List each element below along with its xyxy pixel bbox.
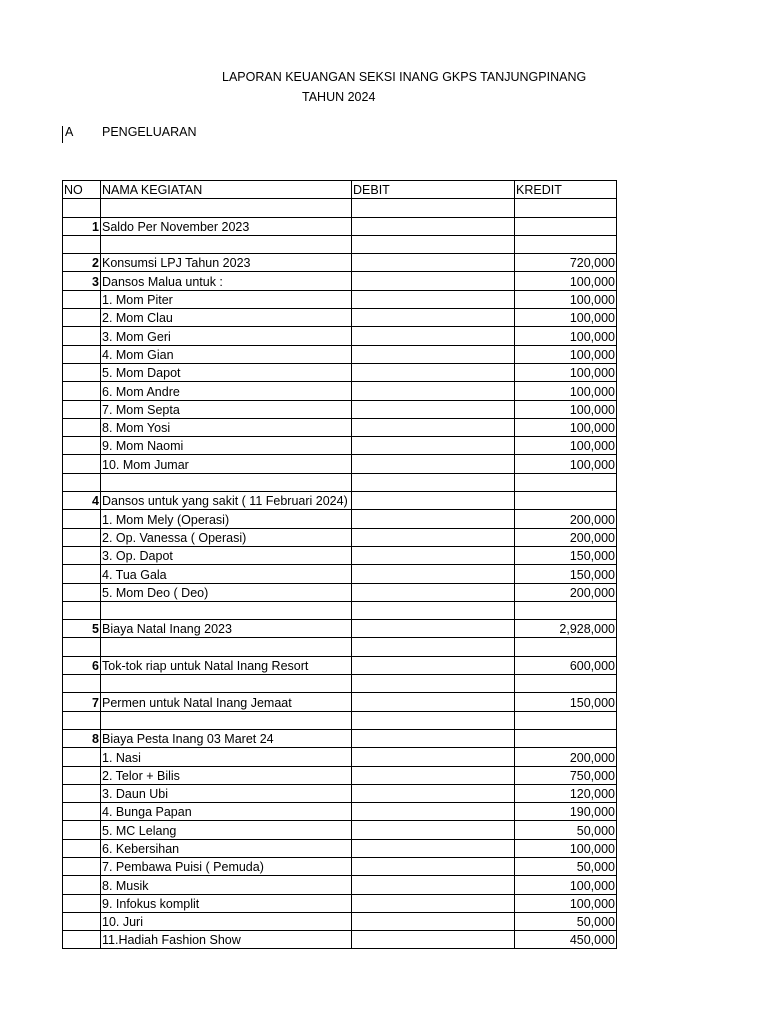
table-row: [63, 912, 617, 930]
table-row: [63, 748, 617, 766]
cell-no[interactable]: [63, 473, 101, 491]
table-row: [63, 693, 617, 711]
cell-kredit[interactable]: 100,000: [515, 418, 617, 436]
report-year: TAHUN 2024: [302, 90, 376, 104]
cell-no[interactable]: [63, 199, 101, 217]
cell-no[interactable]: [63, 455, 101, 473]
cell-no[interactable]: [63, 711, 101, 729]
cell-debit[interactable]: [352, 803, 515, 821]
cell-kredit[interactable]: 100,000: [515, 327, 617, 345]
table-row: [63, 528, 617, 546]
table-row: [63, 839, 617, 857]
table-row: [63, 656, 617, 674]
cell-kredit[interactable]: 200,000: [515, 748, 617, 766]
cell-no[interactable]: [63, 528, 101, 546]
cell-no[interactable]: 7: [63, 693, 101, 711]
cell-debit[interactable]: [352, 839, 515, 857]
cell-kredit[interactable]: 100,000: [515, 894, 617, 912]
cell-kredit[interactable]: 100,000: [515, 309, 617, 327]
cell-no[interactable]: [63, 418, 101, 436]
table-row: [63, 327, 617, 345]
section-letter: A: [65, 125, 74, 139]
table-row: [63, 510, 617, 528]
table-row: [63, 400, 617, 418]
cell-no[interactable]: 4: [63, 492, 101, 510]
header-debit[interactable]: DEBIT: [352, 181, 515, 199]
cell-kredit[interactable]: 200,000: [515, 583, 617, 601]
cell-debit[interactable]: [352, 418, 515, 436]
cell-kredit[interactable]: 190,000: [515, 803, 617, 821]
cell-name[interactable]: [101, 675, 352, 693]
cell-kredit[interactable]: 100,000: [515, 839, 617, 857]
cell-no[interactable]: [63, 400, 101, 418]
cell-debit[interactable]: [352, 400, 515, 418]
cell-name[interactable]: Tok-tok riap untuk Natal Inang Resort: [101, 656, 352, 674]
cell-kredit[interactable]: 100,000: [515, 363, 617, 381]
cell-no[interactable]: [63, 803, 101, 821]
cell-no[interactable]: 8: [63, 729, 101, 747]
cell-kredit[interactable]: 100,000: [515, 437, 617, 455]
cell-no[interactable]: [63, 931, 101, 949]
table-row: [63, 309, 617, 327]
cell-name[interactable]: 3. Mom Geri: [101, 327, 352, 345]
cell-no[interactable]: [63, 766, 101, 784]
table-row: [63, 821, 617, 839]
cell-name[interactable]: Dansos Malua untuk :: [101, 272, 352, 290]
cell-kredit[interactable]: 100,000: [515, 345, 617, 363]
cell-debit[interactable]: [352, 748, 515, 766]
cell-kredit[interactable]: 450,000: [515, 931, 617, 949]
cell-debit[interactable]: [352, 290, 515, 308]
text-cursor: [62, 126, 63, 143]
cell-kredit[interactable]: 200,000: [515, 528, 617, 546]
cell-kredit[interactable]: [515, 675, 617, 693]
table-row: [63, 217, 617, 235]
cell-debit[interactable]: [352, 912, 515, 930]
cell-name[interactable]: 8. Mom Yosi: [101, 418, 352, 436]
cell-name[interactable]: 2. Telor + Bilis: [101, 766, 352, 784]
cell-no[interactable]: 5: [63, 620, 101, 638]
cell-name[interactable]: [101, 638, 352, 656]
cell-kredit[interactable]: 150,000: [515, 565, 617, 583]
cell-no[interactable]: [63, 894, 101, 912]
cell-name[interactable]: 4. Tua Gala: [101, 565, 352, 583]
cell-kredit[interactable]: 100,000: [515, 290, 617, 308]
cell-no[interactable]: [63, 510, 101, 528]
cell-no[interactable]: [63, 290, 101, 308]
cell-debit[interactable]: [352, 492, 515, 510]
cell-kredit[interactable]: 100,000: [515, 876, 617, 894]
cell-no[interactable]: [63, 583, 101, 601]
header-no[interactable]: NO: [63, 181, 101, 199]
cell-no[interactable]: [63, 857, 101, 875]
cell-name[interactable]: 2. Op. Vanessa ( Operasi): [101, 528, 352, 546]
table-row: [63, 638, 617, 656]
table-row: [63, 876, 617, 894]
cell-kredit[interactable]: 100,000: [515, 400, 617, 418]
table-row: [63, 455, 617, 473]
cell-kredit[interactable]: 2,928,000: [515, 620, 617, 638]
cell-name[interactable]: 3. Op. Dapot: [101, 546, 352, 564]
cell-no[interactable]: [63, 821, 101, 839]
header-name[interactable]: NAMA KEGIATAN: [101, 181, 352, 199]
cell-debit[interactable]: [352, 638, 515, 656]
ledger-table: [62, 180, 617, 949]
table-row: [63, 729, 617, 747]
table-row: [63, 857, 617, 875]
cell-no[interactable]: 6: [63, 656, 101, 674]
cell-debit[interactable]: [352, 711, 515, 729]
cell-debit[interactable]: [352, 784, 515, 802]
cell-debit[interactable]: [352, 821, 515, 839]
table-row: [63, 620, 617, 638]
cell-no[interactable]: [63, 839, 101, 857]
cell-debit[interactable]: [352, 894, 515, 912]
cell-name[interactable]: Konsumsi LPJ Tahun 2023: [101, 254, 352, 272]
cell-kredit[interactable]: 50,000: [515, 821, 617, 839]
cell-no[interactable]: [63, 601, 101, 619]
cell-debit[interactable]: [352, 473, 515, 491]
cell-debit[interactable]: [352, 546, 515, 564]
cell-debit[interactable]: [352, 675, 515, 693]
cell-no[interactable]: [63, 876, 101, 894]
cell-kredit[interactable]: 150,000: [515, 693, 617, 711]
cell-name[interactable]: Biaya Pesta Inang 03 Maret 24: [101, 729, 352, 747]
table-row: [63, 583, 617, 601]
cell-name[interactable]: 8. Musik: [101, 876, 352, 894]
cell-no[interactable]: 2: [63, 254, 101, 272]
cell-name[interactable]: 5. Mom Deo ( Deo): [101, 583, 352, 601]
cell-debit[interactable]: [352, 693, 515, 711]
cell-kredit[interactable]: 100,000: [515, 272, 617, 290]
cell-no[interactable]: [63, 912, 101, 930]
cell-no[interactable]: [63, 748, 101, 766]
cell-no[interactable]: [63, 235, 101, 253]
cell-name[interactable]: [101, 473, 352, 491]
cell-name[interactable]: 2. Mom Clau: [101, 309, 352, 327]
cell-name[interactable]: Dansos untuk yang sakit ( 11 Februari 2024): [101, 492, 352, 510]
cell-no[interactable]: [63, 546, 101, 564]
table-row: [63, 784, 617, 802]
cell-kredit[interactable]: 720,000: [515, 254, 617, 272]
cell-kredit[interactable]: [515, 473, 617, 491]
cell-name[interactable]: 6. Mom Andre: [101, 382, 352, 400]
table-row: [63, 272, 617, 290]
table-row: [63, 254, 617, 272]
cell-kredit[interactable]: 150,000: [515, 546, 617, 564]
cell-name[interactable]: [101, 711, 352, 729]
cell-name[interactable]: 1. Mom Piter: [101, 290, 352, 308]
cell-debit[interactable]: [352, 528, 515, 546]
cell-kredit[interactable]: 100,000: [515, 382, 617, 400]
cell-kredit[interactable]: 50,000: [515, 912, 617, 930]
cell-debit[interactable]: [352, 272, 515, 290]
cell-kredit[interactable]: [515, 601, 617, 619]
table-row: [63, 437, 617, 455]
cell-kredit[interactable]: 600,000: [515, 656, 617, 674]
table-row: [63, 931, 617, 949]
cell-name[interactable]: [101, 601, 352, 619]
cell-debit[interactable]: [352, 857, 515, 875]
table-row: [63, 363, 617, 381]
cell-name[interactable]: 10. Juri: [101, 912, 352, 930]
cell-debit[interactable]: [352, 931, 515, 949]
cell-no[interactable]: [63, 638, 101, 656]
cell-name[interactable]: 10. Mom Jumar: [101, 455, 352, 473]
cell-kredit[interactable]: 200,000: [515, 510, 617, 528]
cell-kredit[interactable]: [515, 199, 617, 217]
cell-kredit[interactable]: 100,000: [515, 455, 617, 473]
cell-debit[interactable]: [352, 345, 515, 363]
table-row: [63, 711, 617, 729]
table-row: [63, 601, 617, 619]
cell-name[interactable]: 1. Nasi: [101, 748, 352, 766]
cell-debit[interactable]: [352, 309, 515, 327]
cell-kredit[interactable]: [515, 638, 617, 656]
cell-name[interactable]: 3. Daun Ubi: [101, 784, 352, 802]
cell-kredit[interactable]: 120,000: [515, 784, 617, 802]
table-row: [63, 235, 617, 253]
cell-debit[interactable]: [352, 437, 515, 455]
cell-debit[interactable]: [352, 601, 515, 619]
cell-debit[interactable]: [352, 583, 515, 601]
cell-kredit[interactable]: [515, 492, 617, 510]
cell-debit[interactable]: [352, 363, 515, 381]
cell-name[interactable]: 6. Kebersihan: [101, 839, 352, 857]
table-row: [63, 418, 617, 436]
table-row: [63, 382, 617, 400]
table-row: [63, 473, 617, 491]
cell-name[interactable]: 5. MC Lelang: [101, 821, 352, 839]
cell-no[interactable]: 3: [63, 272, 101, 290]
cell-kredit[interactable]: [515, 711, 617, 729]
cell-no[interactable]: [63, 437, 101, 455]
cell-no[interactable]: [63, 382, 101, 400]
cell-debit[interactable]: [352, 455, 515, 473]
table-row: [63, 803, 617, 821]
cell-debit[interactable]: [352, 565, 515, 583]
cell-name[interactable]: [101, 235, 352, 253]
cell-kredit[interactable]: [515, 217, 617, 235]
table-row: [63, 565, 617, 583]
cell-debit[interactable]: [352, 235, 515, 253]
table-row: [63, 492, 617, 510]
cell-kredit[interactable]: [515, 235, 617, 253]
cell-kredit[interactable]: 750,000: [515, 766, 617, 784]
cell-name[interactable]: 7. Pembawa Puisi ( Pemuda): [101, 857, 352, 875]
cell-debit[interactable]: [352, 254, 515, 272]
cell-name[interactable]: Permen untuk Natal Inang Jemaat: [101, 693, 352, 711]
cell-debit[interactable]: [352, 766, 515, 784]
cell-name[interactable]: 9. Mom Naomi: [101, 437, 352, 455]
cell-debit[interactable]: [352, 620, 515, 638]
cell-no[interactable]: [63, 675, 101, 693]
cell-kredit[interactable]: [515, 729, 617, 747]
section-title: PENGELUARAN: [102, 125, 197, 139]
table-row: [63, 199, 617, 217]
cell-no[interactable]: [63, 565, 101, 583]
cell-no[interactable]: [63, 363, 101, 381]
cell-name[interactable]: 4. Mom Gian: [101, 345, 352, 363]
cell-debit[interactable]: [352, 876, 515, 894]
cell-name[interactable]: 5. Mom Dapot: [101, 363, 352, 381]
cell-debit[interactable]: [352, 199, 515, 217]
cell-debit[interactable]: [352, 656, 515, 674]
cell-name[interactable]: 9. Infokus komplit: [101, 894, 352, 912]
cell-name[interactable]: 4. Bunga Papan: [101, 803, 352, 821]
cell-name[interactable]: [101, 199, 352, 217]
table-row: [63, 345, 617, 363]
cell-no[interactable]: 1: [63, 217, 101, 235]
cell-kredit[interactable]: 50,000: [515, 857, 617, 875]
cell-no[interactable]: [63, 327, 101, 345]
cell-debit[interactable]: [352, 217, 515, 235]
table-row: [63, 766, 617, 784]
cell-name[interactable]: 7. Mom Septa: [101, 400, 352, 418]
table-row: [63, 546, 617, 564]
cell-debit[interactable]: [352, 729, 515, 747]
cell-name[interactable]: Saldo Per November 2023: [101, 217, 352, 235]
table-row: [63, 675, 617, 693]
cell-name[interactable]: 11.Hadiah Fashion Show: [101, 931, 352, 949]
table-header-row: [63, 181, 617, 199]
cell-debit[interactable]: [352, 382, 515, 400]
header-kredit[interactable]: KREDIT: [515, 181, 617, 199]
cell-no[interactable]: [63, 345, 101, 363]
cell-debit[interactable]: [352, 510, 515, 528]
cell-name[interactable]: Biaya Natal Inang 2023: [101, 620, 352, 638]
table-row: [63, 894, 617, 912]
table-row: [63, 290, 617, 308]
cell-debit[interactable]: [352, 327, 515, 345]
report-title: LAPORAN KEUANGAN SEKSI INANG GKPS TANJUNGPINANG: [222, 70, 587, 84]
cell-no[interactable]: [63, 784, 101, 802]
cell-no[interactable]: [63, 309, 101, 327]
cell-name[interactable]: 1. Mom Mely (Operasi): [101, 510, 352, 528]
